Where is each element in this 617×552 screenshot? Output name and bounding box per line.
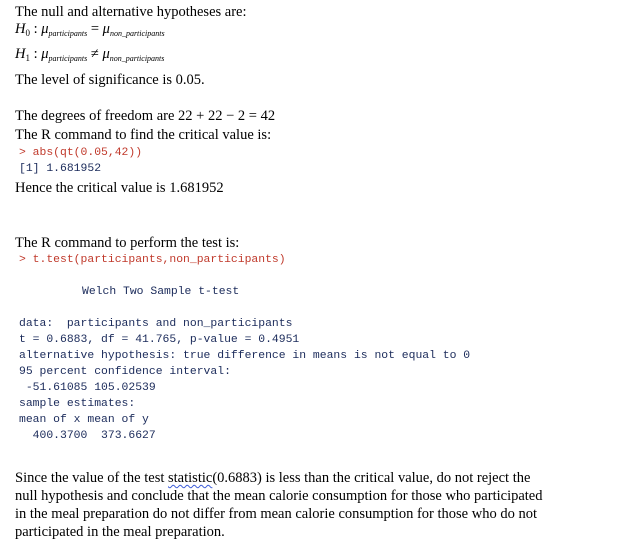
critical-value-output: [1] 1.681952 xyxy=(19,163,102,175)
h0-symbol: H xyxy=(15,21,26,37)
h1-symbol: H xyxy=(15,46,26,62)
conclusion-line-4: participated in the meal preparation. xyxy=(15,524,225,540)
h0-sub1: participants xyxy=(48,29,88,38)
test-intro: The R command to perform the test is: xyxy=(15,235,240,251)
h1-colon: : xyxy=(33,46,38,62)
conclusion-line-3: in the meal preparation do not differ from mean calorie consumption for those who do not xyxy=(15,506,537,522)
conclusion-1a: Since the value of the test xyxy=(15,470,169,486)
h0-index: 0 xyxy=(25,28,30,38)
h0-colon: : xyxy=(33,21,38,37)
h1-mu1: μ xyxy=(41,46,49,62)
output-estimates-header: mean of x mean of y xyxy=(19,414,149,426)
output-ci-label: 95 percent confidence interval: xyxy=(19,366,231,378)
output-estimates-values: 400.3700 373.6627 xyxy=(19,430,156,442)
alternative-hypothesis xyxy=(15,46,164,67)
output-statistic-line: t = 0.6883, df = 41.765, p-value = 0.4951 xyxy=(19,334,300,346)
conclusion-line-2: null hypothesis and conclude that the mean calorie consumption for those who participated xyxy=(15,488,543,504)
hypotheses-intro: The null and alternative hypotheses are: xyxy=(15,4,247,20)
significance-level: The level of significance is 0.05. xyxy=(15,72,205,88)
h0-relation: = xyxy=(90,21,100,37)
h0-sub2: non_participants xyxy=(109,29,165,38)
h1-sub1: participants xyxy=(48,54,88,63)
output-estimates-label: sample estimates: xyxy=(19,398,136,410)
conclusion-1b: statistic xyxy=(168,470,213,486)
critical-value-command: > abs(qt(0.05,42)) xyxy=(19,147,143,159)
output-alternative-line: alternative hypothesis: true difference in means is not equal to 0 xyxy=(19,350,471,362)
null-hypothesis xyxy=(15,21,165,42)
conclusion-1c: (0.6883) is less than the critical value, do not reject the xyxy=(212,470,531,486)
h0-mu1: μ xyxy=(41,21,49,37)
t-test-command: > t.test(participants,non_participants) xyxy=(19,254,286,266)
output-ci-values: -51.61085 105.02539 xyxy=(19,382,156,394)
output-data-line: data: participants and non_participants xyxy=(19,318,293,330)
h1-sub2: non_participants xyxy=(109,54,165,63)
h1-relation: ≠ xyxy=(90,46,99,62)
critical-value-intro: The R command to find the critical value is: xyxy=(15,127,272,143)
critical-value-result: Hence the critical value is 1.681952 xyxy=(15,180,224,196)
h1-mu2: μ xyxy=(102,46,110,62)
output-title: Welch Two Sample t-test xyxy=(82,286,240,298)
h0-mu2: μ xyxy=(102,21,110,37)
h1-index: 1 xyxy=(25,53,30,63)
degrees-of-freedom: The degrees of freedom are 22 + 22 − 2 = 42 xyxy=(15,108,276,124)
conclusion-line-1 xyxy=(15,470,530,487)
